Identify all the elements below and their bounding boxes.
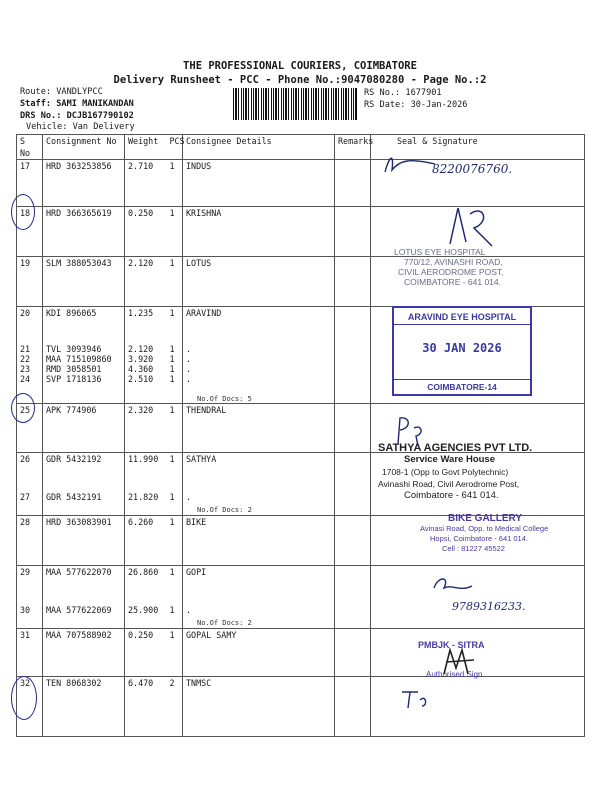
- barcode: [233, 88, 358, 120]
- weight: 2.120: [125, 257, 167, 307]
- stamp-date: 30 JAN 2026: [422, 341, 502, 355]
- sno: 28: [17, 516, 43, 566]
- table-row: [17, 566, 585, 629]
- pcs: 1: [169, 374, 175, 384]
- remarks: [335, 207, 371, 257]
- col-seal: Seal & Signature: [371, 135, 585, 160]
- pcs: 1: [169, 364, 175, 374]
- consignment-no: MAA 707588902: [43, 629, 125, 677]
- pcs-group: [167, 453, 183, 516]
- consignment-no: MAA 577622070: [46, 567, 112, 577]
- table-row: [17, 629, 585, 677]
- col-consignee: Consignee Details: [183, 135, 335, 160]
- consignee: .: [186, 364, 192, 374]
- consignee: SATHYA: [186, 454, 217, 464]
- lotus-stamp: [394, 247, 504, 287]
- sno: 24: [20, 374, 31, 384]
- consignee: .: [186, 492, 192, 502]
- weight: 2.510: [128, 374, 154, 384]
- consignee: .: [186, 374, 192, 384]
- col-pcs: PCS: [167, 135, 183, 160]
- consignee: .: [186, 605, 192, 615]
- remarks: [335, 404, 371, 453]
- remarks: [335, 566, 371, 629]
- pcs: 1: [167, 207, 183, 257]
- stamp-line: COIMBATORE - 641 014.: [404, 277, 501, 287]
- consignee: LOTUS: [183, 257, 335, 307]
- weight: 11.990: [128, 454, 159, 464]
- consignment-no: SLM 388053043: [43, 257, 125, 307]
- bike-gallery-stamp: [420, 514, 548, 554]
- stamp-line: Avinasi Road, Opp. to Medical College: [420, 524, 549, 533]
- sno: 22: [20, 354, 31, 364]
- remarks: [335, 160, 371, 207]
- remarks: [335, 677, 371, 737]
- sno: 25: [17, 404, 43, 453]
- sno: 30: [20, 605, 31, 615]
- weight: 4.360: [128, 364, 154, 374]
- weight: 26.860: [128, 567, 159, 577]
- pcs-group: [167, 307, 183, 404]
- weight: 6.470: [125, 677, 167, 737]
- docs-count: No.Of Docs: 5: [197, 395, 252, 403]
- consignee: BIKE: [183, 516, 335, 566]
- consignee: GOPI: [186, 567, 207, 577]
- signature-scribble: [440, 204, 500, 250]
- weight: 25.900: [128, 605, 159, 615]
- stamp-line: Avinashi Road, Civil Aerodrome Post,: [378, 479, 520, 489]
- rs-date: RS Date: 30-Jan-2026: [364, 100, 468, 110]
- sno: 21: [20, 344, 31, 354]
- consignment-no: HRD 363253856: [43, 160, 125, 207]
- rs-number: RS No.: 1677901: [364, 88, 442, 98]
- consignee: .: [186, 344, 192, 354]
- consignment-no: APK 774906: [43, 404, 125, 453]
- weight-group: [125, 566, 167, 629]
- col-remarks: Remarks: [335, 135, 371, 160]
- stamp-line: LOTUS EYE HOSPITAL: [394, 247, 486, 257]
- weight: 1.235: [128, 308, 154, 318]
- ink-circle: [11, 676, 37, 720]
- col-weight: Weight: [125, 135, 167, 160]
- remarks: [335, 629, 371, 677]
- consignment-group: [43, 566, 125, 629]
- pcs: 1: [169, 354, 175, 364]
- company-title: THE PROFESSIONAL COURIERS, COIMBATORE: [183, 60, 417, 72]
- stamp-line: BIKE GALLERY: [448, 513, 523, 524]
- pcs: 1: [169, 308, 175, 318]
- weight: 2.710: [125, 160, 167, 207]
- sno: 27: [20, 492, 31, 502]
- stamp-line: Service Ware House: [404, 454, 495, 465]
- stamp-line: CIVIL AERODROME POST,: [398, 267, 504, 277]
- pcs: 2: [167, 677, 183, 737]
- remarks: [335, 257, 371, 307]
- col-sno: S No: [17, 135, 43, 160]
- pcs: 1: [169, 454, 175, 464]
- consignee: TNMSC: [183, 677, 335, 737]
- signature-scribble: [430, 574, 476, 598]
- sno: 18: [17, 207, 43, 257]
- consignment-no: HRD 366365619: [43, 207, 125, 257]
- sno: 19: [17, 257, 43, 307]
- pcs: 1: [167, 516, 183, 566]
- ink-circle: [11, 393, 35, 423]
- consignee: INDUS: [183, 160, 335, 207]
- weight-group: [125, 453, 167, 516]
- consignment-no: GDR 5432192: [46, 454, 102, 464]
- sno: 32: [17, 677, 43, 737]
- consignment-group: [43, 453, 125, 516]
- handwritten-phone: 8220076760.: [432, 162, 513, 176]
- aravind-stamp: [392, 306, 532, 396]
- consignee: GOPAL SAMY: [183, 629, 335, 677]
- col-consignment: Consignment No: [43, 135, 125, 160]
- weight: 6.260: [125, 516, 167, 566]
- handwritten-phone: 9789316233.: [452, 600, 526, 613]
- weight-group: [125, 307, 167, 404]
- consignee: KRISHNA: [183, 207, 335, 257]
- signature-scribble: [440, 646, 480, 678]
- pcs: 1: [167, 404, 183, 453]
- route-label: Route: VANDLYPCC: [20, 87, 103, 97]
- consignee-group: [183, 566, 335, 629]
- sno-group: [17, 307, 43, 404]
- vehicle-label: Vehicle: Van Delivery: [26, 122, 135, 132]
- sno: 29: [20, 567, 31, 577]
- consignment-no: TVL 3093946: [46, 344, 102, 354]
- consignee: .: [186, 354, 192, 364]
- seal-signature: [371, 566, 585, 629]
- stamp-line: 1708-1 (Opp to Govt Polytechnic): [382, 467, 509, 477]
- consignment-no: KDI 896065: [46, 308, 97, 318]
- consignment-group: [43, 307, 125, 404]
- ink-circle: [11, 194, 35, 230]
- remarks: [335, 453, 371, 516]
- pcs: 1: [169, 344, 175, 354]
- stamp-line: Coimbatore - 641 014.: [404, 490, 499, 501]
- stamp-title: ARAVIND EYE HOSPITAL: [394, 312, 530, 325]
- consignment-no: HRD 363083901: [43, 516, 125, 566]
- stamp-line: Hopsi, Coimbatore - 641 014.: [430, 534, 528, 543]
- sno: 20: [20, 308, 31, 318]
- consignee-group: [183, 453, 335, 516]
- pcs: 1: [167, 629, 183, 677]
- sno: 17: [17, 160, 43, 207]
- sno-group: [17, 566, 43, 629]
- consignment-no: MAA 577622069: [46, 605, 112, 615]
- sheet-title: Delivery Runsheet - PCC - Phone No.:9047080280 - Page No.:2: [113, 74, 487, 86]
- stamp-line: Cell : 81227 45522: [442, 544, 505, 553]
- weight: 21.820: [128, 492, 159, 502]
- sno-group: [17, 453, 43, 516]
- weight: 0.250: [125, 207, 167, 257]
- signature-scribble: [380, 150, 440, 180]
- sathya-stamp: [378, 442, 532, 502]
- stamp-line: 770/12, AVINASHI ROAD,: [404, 257, 503, 267]
- weight: 0.250: [125, 629, 167, 677]
- pcs: 1: [169, 567, 175, 577]
- sno: 23: [20, 364, 31, 374]
- drs-label: DRS No.: DCJB167790102: [20, 111, 134, 121]
- table-header-row: [17, 135, 585, 160]
- weight: 2.120: [128, 344, 154, 354]
- pcs: 1: [167, 257, 183, 307]
- stamp-line: PMBJK - SITRA: [418, 640, 485, 650]
- consignee: THENDRAL: [183, 404, 335, 453]
- sno: 26: [20, 454, 31, 464]
- consignment-no: SVP 1718136: [46, 374, 102, 384]
- remarks: [335, 516, 371, 566]
- consignment-no: GDR 5432191: [46, 492, 102, 502]
- consignment-no: MAA 715109860: [46, 354, 112, 364]
- remarks: [335, 307, 371, 404]
- signature-scribble: [398, 686, 434, 712]
- consignee: ARAVIND: [186, 308, 222, 318]
- table-row: [17, 677, 585, 737]
- sno: 31: [17, 629, 43, 677]
- pcs: 1: [167, 160, 183, 207]
- weight: 2.320: [125, 404, 167, 453]
- pcs: 1: [169, 492, 175, 502]
- consignee-group: [183, 307, 335, 404]
- staff-label: Staff: SAMI MANIKANDAN: [20, 99, 134, 109]
- stamp-line: Authorised Sign.: [426, 670, 485, 679]
- pcs: 1: [169, 605, 175, 615]
- docs-count: No.Of Docs: 2: [197, 619, 252, 627]
- stamp-city: COIMBATORE-14: [394, 379, 530, 392]
- consignment-no: RMD 3058501: [46, 364, 102, 374]
- docs-count: No.Of Docs: 2: [197, 506, 252, 514]
- weight: 3.920: [128, 354, 154, 364]
- pcs-group: [167, 566, 183, 629]
- consignment-no: TEN 8068302: [43, 677, 125, 737]
- stamp-line: SATHYA AGENCIES PVT LTD.: [378, 442, 533, 454]
